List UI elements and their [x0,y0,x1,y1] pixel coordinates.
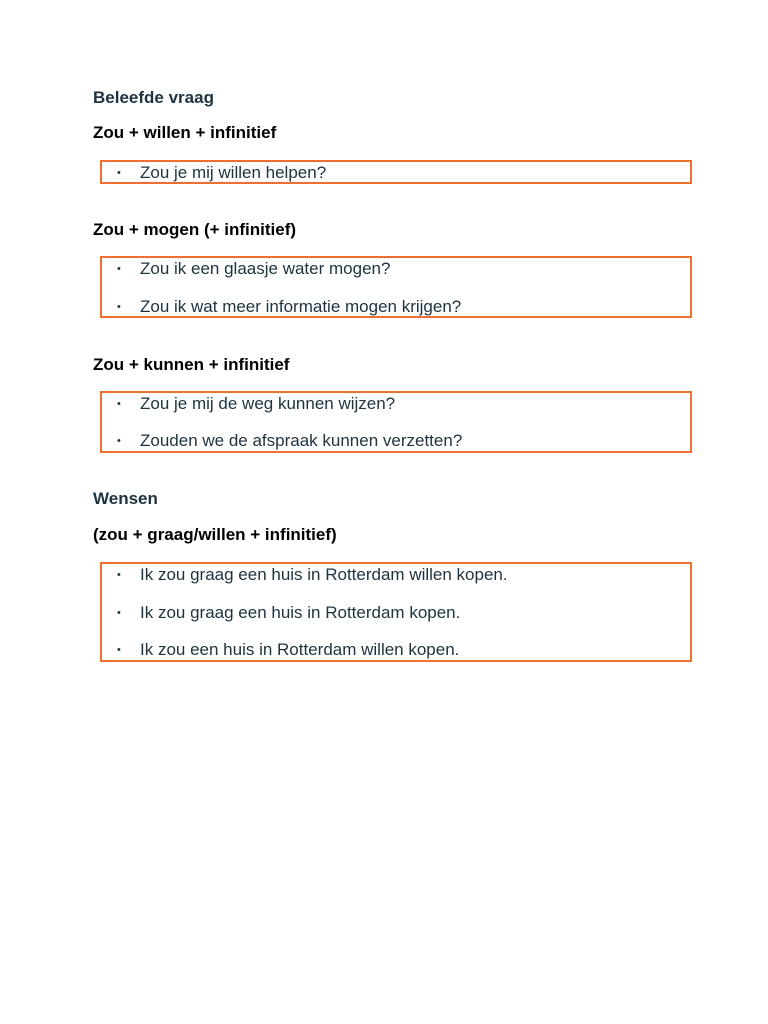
list-item [102,297,682,317]
example-box-zou-mogen [100,256,692,318]
bullet-icon: • [117,569,121,581]
bullet-icon: • [117,607,121,619]
example-text: Ik zou graag een huis in Rotterdam kopen. [140,603,461,622]
list-item [102,640,682,660]
list-item [102,259,682,279]
rule-heading-zou-kunnen: Zou + kunnen + infinitief [93,355,290,374]
list-item [102,431,682,451]
bullet-icon: • [117,167,121,179]
list-item [102,394,682,414]
example-box-zou-kunnen [100,391,692,453]
list-item [102,565,682,585]
example-text: Zou je mij de weg kunnen wijzen? [140,394,396,413]
example-text: Zou je mij willen helpen? [140,163,327,182]
rule-heading-zou-graag-willen: (zou + graag/willen + infinitief) [93,525,337,544]
bullet-icon: • [117,644,121,656]
example-text: Zouden we de afspraak kunnen verzetten? [140,431,463,450]
example-text: Ik zou graag een huis in Rotterdam willen kopen. [140,565,508,584]
example-text: Zou ik wat meer informatie mogen krijgen? [140,297,462,316]
bullet-icon: • [117,301,121,313]
rule-heading-zou-willen: Zou + willen + infinitief [93,123,277,142]
section-heading-wensen: Wensen [93,489,158,508]
list-item [102,163,682,183]
list-item [102,603,682,623]
example-box-zou-graag-willen [100,562,692,662]
rule-heading-zou-mogen: Zou + mogen (+ infinitief) [93,220,297,239]
example-text: Zou ik een glaasje water mogen? [140,259,391,278]
bullet-icon: • [117,435,121,447]
bullet-icon: • [117,398,121,410]
example-text: Ik zou een huis in Rotterdam willen kopen. [140,640,460,659]
section-heading-beleefde-vraag: Beleefde vraag [93,88,214,107]
example-box-zou-willen [100,160,692,184]
bullet-icon: • [117,263,121,275]
